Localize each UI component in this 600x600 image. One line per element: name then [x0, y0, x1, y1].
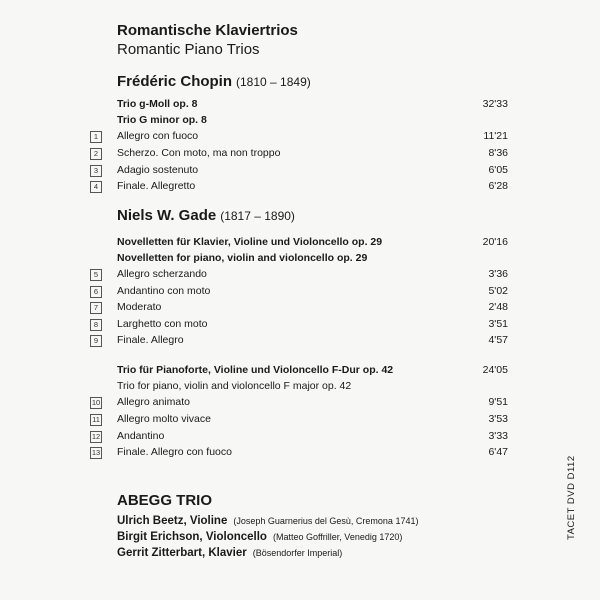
- track-title: Adagio sostenuto: [117, 164, 199, 176]
- track-time: 6'28: [488, 180, 508, 192]
- track-title: Andantino con moto: [117, 285, 211, 297]
- performer-line: [117, 547, 342, 559]
- track-title: Finale. Allegretto: [117, 180, 196, 192]
- track-time: 6'05: [488, 164, 508, 176]
- performer-line: [117, 515, 418, 527]
- track-title: Allegro molto vivace: [117, 413, 211, 425]
- track-time: 9'51: [488, 396, 508, 408]
- ensemble-name: ABEGG TRIO: [117, 492, 213, 509]
- track-number: 6: [90, 286, 102, 298]
- track-number: 11: [90, 414, 102, 426]
- composer-heading: [117, 207, 295, 224]
- track-title: Larghetto con moto: [117, 318, 208, 330]
- track-time: 3'36: [488, 268, 508, 280]
- track-time: 5'02: [488, 285, 508, 297]
- track-time: 3'53: [488, 413, 508, 425]
- work-title-english: Novelletten for piano, violin and violoncello op. 29: [117, 252, 368, 264]
- track-number: 1: [90, 131, 102, 143]
- performer-instrument: (Matteo Goffriller, Venedig 1720): [272, 532, 403, 542]
- work-title-german: Trio g-Moll op. 8: [117, 98, 198, 110]
- performer-name: Gerrit Zitterbart, Klavier: [117, 547, 247, 559]
- composer-years: (1817 – 1890): [220, 209, 295, 223]
- track-title: Finale. Allegro: [117, 334, 184, 346]
- work-title-english: Trio for piano, violin and violoncello F major op. 42: [117, 380, 352, 392]
- track-number: 9: [90, 335, 102, 347]
- track-time: 4'57: [488, 334, 508, 346]
- track-time: 3'33: [488, 430, 508, 442]
- track-number: 7: [90, 302, 102, 314]
- track-title: Allegro scherzando: [117, 268, 207, 280]
- performer-instrument: (Bösendorfer Imperial): [252, 548, 343, 558]
- track-time: 8'36: [488, 147, 508, 159]
- track-time: 11'21: [483, 130, 508, 142]
- composer-name: Frédéric Chopin: [117, 73, 233, 90]
- composer-years: (1810 – 1849): [236, 75, 311, 89]
- composer-name: Niels W. Gade: [117, 207, 217, 224]
- track-time: 3'51: [488, 318, 508, 330]
- track-time: 6'47: [488, 446, 508, 458]
- album-title-english: Romantic Piano Trios: [117, 41, 260, 58]
- track-title: Andantino: [117, 430, 165, 442]
- track-title: Allegro con fuoco: [117, 130, 199, 142]
- performer-line: [117, 531, 402, 543]
- track-number: 13: [91, 448, 101, 457]
- composer-heading: [117, 73, 311, 90]
- track-time: 2'48: [488, 301, 508, 313]
- catalog-number: TACET DVD D112: [566, 455, 577, 540]
- work-duration: 24'05: [482, 364, 508, 376]
- performer-instrument: (Joseph Guarnerius del Gesù, Cremona 1741): [233, 516, 419, 526]
- performer-name: Ulrich Beetz, Violine: [117, 515, 228, 527]
- track-title: Scherzo. Con moto, ma non troppo: [117, 147, 281, 159]
- work-duration: 20'16: [482, 236, 508, 248]
- track-number: 10: [91, 398, 101, 407]
- track-title: Allegro animato: [117, 396, 190, 408]
- work-title-english: Trio G minor op. 8: [117, 114, 207, 126]
- track-title: Finale. Allegro con fuoco: [117, 446, 232, 458]
- track-title: Moderato: [117, 301, 162, 313]
- track-number: 3: [90, 165, 102, 177]
- track-number: 2: [90, 148, 102, 160]
- performer-name: Birgit Erichson, Violoncello: [117, 531, 267, 543]
- track-number: 8: [90, 319, 102, 331]
- track-number: 12: [91, 432, 101, 441]
- track-number: 4: [90, 181, 102, 193]
- work-duration: 32'33: [482, 98, 508, 110]
- album-title-german: Romantische Klaviertrios: [117, 22, 298, 39]
- work-title-german: Novelletten für Klavier, Violine und Violoncello op. 29: [117, 236, 383, 248]
- work-title-german: Trio für Pianoforte, Violine und Violoncello F-Dur op. 42: [117, 364, 394, 376]
- track-number: 5: [90, 269, 102, 281]
